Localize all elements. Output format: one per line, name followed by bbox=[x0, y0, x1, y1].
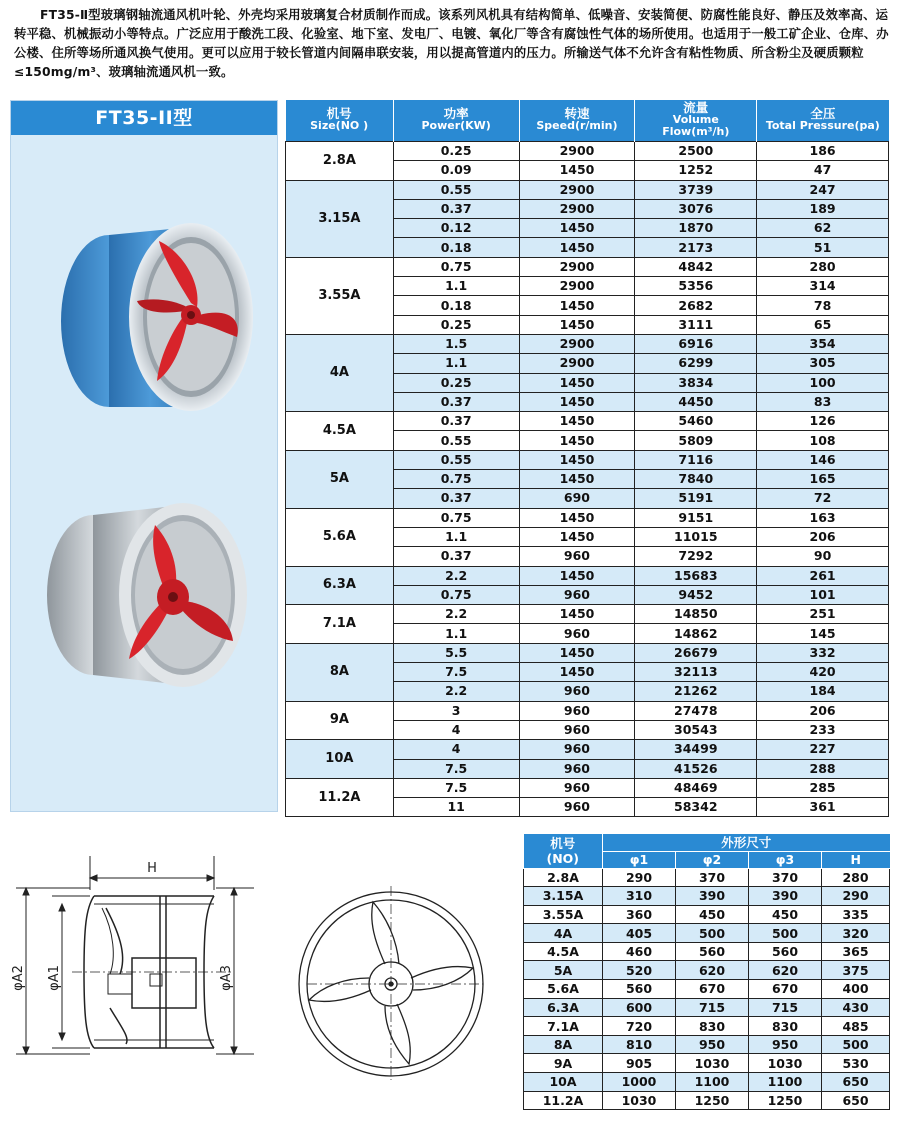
value-cell: 288 bbox=[757, 759, 889, 778]
value-cell: 2173 bbox=[635, 238, 757, 257]
value-cell: 5356 bbox=[635, 277, 757, 296]
value-cell: 960 bbox=[519, 720, 635, 739]
value-cell: 361 bbox=[757, 798, 889, 817]
value-cell: 9151 bbox=[635, 508, 757, 527]
value-cell: 1.5 bbox=[393, 334, 519, 353]
value-cell: 1450 bbox=[519, 605, 635, 624]
value-cell: 206 bbox=[757, 527, 889, 546]
table-row bbox=[524, 980, 890, 999]
value-cell: 420 bbox=[757, 663, 889, 682]
size-header-cn: 机号 bbox=[326, 106, 352, 121]
value-cell: 1250 bbox=[749, 1091, 822, 1110]
value-cell: 1450 bbox=[519, 566, 635, 585]
size-cell: 6.3A bbox=[524, 998, 603, 1017]
value-cell: 1450 bbox=[519, 508, 635, 527]
value-cell: 126 bbox=[757, 412, 889, 431]
dim-size-header-en: (NO) bbox=[546, 850, 579, 866]
value-cell: 6299 bbox=[635, 354, 757, 373]
table-row bbox=[524, 942, 890, 961]
value-cell: 405 bbox=[603, 924, 676, 943]
size-cell: 5.6A bbox=[524, 980, 603, 999]
dim-h-label: H bbox=[147, 861, 157, 876]
value-cell: 14862 bbox=[635, 624, 757, 643]
value-cell: 83 bbox=[757, 392, 889, 411]
value-cell: 1450 bbox=[519, 643, 635, 662]
value-cell: 430 bbox=[822, 998, 890, 1017]
size-cell: 4A bbox=[524, 924, 603, 943]
table-row bbox=[524, 998, 890, 1017]
value-cell: 0.37 bbox=[393, 489, 519, 508]
value-cell: 0.37 bbox=[393, 199, 519, 218]
dim-col-h: H bbox=[822, 851, 890, 868]
value-cell: 305 bbox=[757, 354, 889, 373]
value-cell: 720 bbox=[603, 1017, 676, 1036]
model-title: FT35-II型 bbox=[11, 101, 277, 135]
value-cell: 390 bbox=[676, 887, 749, 906]
value-cell: 335 bbox=[822, 905, 890, 924]
value-cell: 14850 bbox=[635, 605, 757, 624]
size-cell: 5.6A bbox=[286, 508, 394, 566]
value-cell: 11015 bbox=[635, 527, 757, 546]
value-cell: 960 bbox=[519, 759, 635, 778]
value-cell: 163 bbox=[757, 508, 889, 527]
value-cell: 1030 bbox=[676, 1054, 749, 1073]
value-cell: 500 bbox=[822, 1035, 890, 1054]
value-cell: 670 bbox=[676, 980, 749, 999]
size-cell: 9A bbox=[286, 701, 394, 740]
value-cell: 2900 bbox=[519, 277, 635, 296]
value-cell: 1450 bbox=[519, 315, 635, 334]
value-cell: 2.2 bbox=[393, 566, 519, 585]
value-cell: 950 bbox=[676, 1035, 749, 1054]
value-cell: 960 bbox=[519, 547, 635, 566]
size-cell: 2.8A bbox=[286, 142, 394, 181]
size-cell: 10A bbox=[286, 740, 394, 779]
value-cell: 5460 bbox=[635, 412, 757, 431]
value-cell: 189 bbox=[757, 199, 889, 218]
value-cell: 2900 bbox=[519, 142, 635, 161]
value-cell: 960 bbox=[519, 778, 635, 797]
value-cell: 830 bbox=[676, 1017, 749, 1036]
value-cell: 165 bbox=[757, 470, 889, 489]
side-view-drawing bbox=[2, 848, 262, 1108]
table-row bbox=[524, 924, 890, 943]
size-cell: 7.1A bbox=[524, 1017, 603, 1036]
value-cell: 0.18 bbox=[393, 238, 519, 257]
value-cell: 1.1 bbox=[393, 527, 519, 546]
value-cell: 960 bbox=[519, 740, 635, 759]
product-image-panel bbox=[10, 100, 278, 812]
value-cell: 2900 bbox=[519, 257, 635, 276]
value-cell: 1.1 bbox=[393, 354, 519, 373]
value-cell: 830 bbox=[749, 1017, 822, 1036]
table-row bbox=[286, 740, 889, 759]
value-cell: 7116 bbox=[635, 450, 757, 469]
value-cell: 950 bbox=[749, 1035, 822, 1054]
value-cell: 280 bbox=[822, 868, 890, 887]
value-cell: 100 bbox=[757, 373, 889, 392]
value-cell: 7.5 bbox=[393, 759, 519, 778]
table-row bbox=[286, 450, 889, 469]
value-cell: 400 bbox=[822, 980, 890, 999]
value-cell: 7.5 bbox=[393, 663, 519, 682]
value-cell: 1450 bbox=[519, 450, 635, 469]
table-row bbox=[286, 643, 889, 662]
flow-header-en: Volume Flow(m³/h) bbox=[662, 113, 730, 138]
value-cell: 1450 bbox=[519, 296, 635, 315]
value-cell: 0.75 bbox=[393, 470, 519, 489]
value-cell: 1450 bbox=[519, 663, 635, 682]
table-row bbox=[286, 412, 889, 431]
value-cell: 0.37 bbox=[393, 392, 519, 411]
value-cell: 34499 bbox=[635, 740, 757, 759]
intro-paragraph: FT35-Ⅱ型玻璃钢轴流通风机叶轮、外壳均采用玻璃复合材质制作而成。该系列风机具有结构简单、低噪音、安装简便、防腐性能良好、静压及效率高、运转平稳、机械振动小等特点。广泛应用于酸洗工段、化验室、地下室、发电厂、电镀、氧化厂等含有腐蚀性气体的场所使用。也适用于一般工矿企业、仓库、办公楼、住所等场所通风换气使用。更可以应用于较长管道内间隔串联安装，用以提高管道内的压力。所输送气体不允许含有粘性物质、所含粉尘及硬质颗粒≤150mg/m³、玻璃轴流通风机一致。 bbox=[14, 8, 889, 79]
size-cell: 4.5A bbox=[524, 942, 603, 961]
value-cell: 186 bbox=[757, 142, 889, 161]
value-cell: 370 bbox=[676, 868, 749, 887]
value-cell: 3 bbox=[393, 701, 519, 720]
value-cell: 1450 bbox=[519, 412, 635, 431]
value-cell: 1450 bbox=[519, 373, 635, 392]
value-cell: 905 bbox=[603, 1054, 676, 1073]
value-cell: 650 bbox=[822, 1091, 890, 1110]
grey-fan-photo bbox=[33, 491, 263, 691]
value-cell: 5.5 bbox=[393, 643, 519, 662]
value-cell: 247 bbox=[757, 180, 889, 199]
value-cell: 2900 bbox=[519, 334, 635, 353]
value-cell: 0.55 bbox=[393, 431, 519, 450]
value-cell: 715 bbox=[749, 998, 822, 1017]
value-cell: 72 bbox=[757, 489, 889, 508]
value-cell: 4842 bbox=[635, 257, 757, 276]
dimension-table-body bbox=[524, 868, 890, 1110]
size-cell: 4A bbox=[286, 334, 394, 411]
value-cell: 290 bbox=[822, 887, 890, 906]
value-cell: 1.1 bbox=[393, 624, 519, 643]
size-cell: 7.1A bbox=[286, 605, 394, 644]
value-cell: 251 bbox=[757, 605, 889, 624]
value-cell: 320 bbox=[822, 924, 890, 943]
value-cell: 390 bbox=[749, 887, 822, 906]
value-cell: 4 bbox=[393, 740, 519, 759]
value-cell: 26679 bbox=[635, 643, 757, 662]
size-cell: 4.5A bbox=[286, 412, 394, 451]
value-cell: 2900 bbox=[519, 180, 635, 199]
value-cell: 2682 bbox=[635, 296, 757, 315]
value-cell: 365 bbox=[822, 942, 890, 961]
value-cell: 1250 bbox=[676, 1091, 749, 1110]
table-row bbox=[524, 961, 890, 980]
dim-col-2: φ2 bbox=[676, 851, 749, 868]
value-cell: 0.37 bbox=[393, 547, 519, 566]
value-cell: 620 bbox=[676, 961, 749, 980]
value-cell: 280 bbox=[757, 257, 889, 276]
value-cell: 314 bbox=[757, 277, 889, 296]
value-cell: 460 bbox=[603, 942, 676, 961]
value-cell: 0.75 bbox=[393, 585, 519, 604]
value-cell: 450 bbox=[749, 905, 822, 924]
table-row bbox=[286, 605, 889, 624]
value-cell: 3834 bbox=[635, 373, 757, 392]
value-cell: 310 bbox=[603, 887, 676, 906]
value-cell: 2500 bbox=[635, 142, 757, 161]
size-cell: 3.55A bbox=[524, 905, 603, 924]
value-cell: 4450 bbox=[635, 392, 757, 411]
value-cell: 1252 bbox=[635, 161, 757, 180]
value-cell: 1450 bbox=[519, 527, 635, 546]
value-cell: 810 bbox=[603, 1035, 676, 1054]
value-cell: 184 bbox=[757, 682, 889, 701]
value-cell: 1450 bbox=[519, 238, 635, 257]
value-cell: 3076 bbox=[635, 199, 757, 218]
pressure-header-en: Total Pressure(pa) bbox=[765, 119, 880, 132]
dim-group-header: 外形尺寸 bbox=[603, 834, 890, 851]
value-cell: 58342 bbox=[635, 798, 757, 817]
value-cell: 7.5 bbox=[393, 778, 519, 797]
value-cell: 354 bbox=[757, 334, 889, 353]
value-cell: 0.75 bbox=[393, 508, 519, 527]
table-row bbox=[524, 868, 890, 887]
value-cell: 0.75 bbox=[393, 257, 519, 276]
value-cell: 600 bbox=[603, 998, 676, 1017]
value-cell: 375 bbox=[822, 961, 890, 980]
size-cell: 5A bbox=[524, 961, 603, 980]
value-cell: 360 bbox=[603, 905, 676, 924]
value-cell: 960 bbox=[519, 682, 635, 701]
value-cell: 206 bbox=[757, 701, 889, 720]
value-cell: 7292 bbox=[635, 547, 757, 566]
power-header-cn: 功率 bbox=[443, 106, 469, 121]
value-cell: 3111 bbox=[635, 315, 757, 334]
value-cell: 7840 bbox=[635, 470, 757, 489]
flow-header-cn: 流量 bbox=[683, 100, 709, 115]
value-cell: 6916 bbox=[635, 334, 757, 353]
value-cell: 2.2 bbox=[393, 605, 519, 624]
value-cell: 450 bbox=[676, 905, 749, 924]
value-cell: 78 bbox=[757, 296, 889, 315]
value-cell: 145 bbox=[757, 624, 889, 643]
value-cell: 500 bbox=[749, 924, 822, 943]
value-cell: 0.25 bbox=[393, 142, 519, 161]
value-cell: 520 bbox=[603, 961, 676, 980]
value-cell: 960 bbox=[519, 624, 635, 643]
value-cell: 332 bbox=[757, 643, 889, 662]
value-cell: 101 bbox=[757, 585, 889, 604]
value-cell: 0.55 bbox=[393, 180, 519, 199]
value-cell: 30543 bbox=[635, 720, 757, 739]
value-cell: 1100 bbox=[676, 1073, 749, 1092]
value-cell: 1030 bbox=[749, 1054, 822, 1073]
value-cell: 715 bbox=[676, 998, 749, 1017]
value-cell: 670 bbox=[749, 980, 822, 999]
table-row bbox=[524, 1035, 890, 1054]
table-row bbox=[286, 334, 889, 353]
value-cell: 227 bbox=[757, 740, 889, 759]
value-cell: 1450 bbox=[519, 392, 635, 411]
table-row bbox=[286, 180, 889, 199]
value-cell: 2900 bbox=[519, 354, 635, 373]
value-cell: 620 bbox=[749, 961, 822, 980]
value-cell: 0.25 bbox=[393, 373, 519, 392]
value-cell: 960 bbox=[519, 701, 635, 720]
value-cell: 370 bbox=[749, 868, 822, 887]
value-cell: 960 bbox=[519, 798, 635, 817]
size-header-en: Size(NO ) bbox=[310, 119, 369, 132]
table-row bbox=[286, 566, 889, 585]
table-row bbox=[524, 1054, 890, 1073]
value-cell: 285 bbox=[757, 778, 889, 797]
value-cell: 90 bbox=[757, 547, 889, 566]
value-cell: 500 bbox=[676, 924, 749, 943]
size-cell: 11.2A bbox=[286, 778, 394, 817]
value-cell: 0.25 bbox=[393, 315, 519, 334]
value-cell: 21262 bbox=[635, 682, 757, 701]
size-cell: 8A bbox=[524, 1035, 603, 1054]
value-cell: 233 bbox=[757, 720, 889, 739]
size-cell: 8A bbox=[286, 643, 394, 701]
table-row bbox=[286, 142, 889, 161]
value-cell: 1450 bbox=[519, 470, 635, 489]
value-cell: 261 bbox=[757, 566, 889, 585]
value-cell: 650 bbox=[822, 1073, 890, 1092]
value-cell: 0.18 bbox=[393, 296, 519, 315]
table-row bbox=[286, 778, 889, 797]
value-cell: 65 bbox=[757, 315, 889, 334]
value-cell: 108 bbox=[757, 431, 889, 450]
performance-table bbox=[285, 100, 889, 817]
value-cell: 3739 bbox=[635, 180, 757, 199]
dim-a1-label: φA1 bbox=[47, 965, 62, 991]
value-cell: 485 bbox=[822, 1017, 890, 1036]
size-cell: 2.8A bbox=[524, 868, 603, 887]
pressure-header-cn: 全压 bbox=[810, 106, 836, 121]
table-row bbox=[524, 1091, 890, 1110]
dim-col-3: φ3 bbox=[749, 851, 822, 868]
size-cell: 11.2A bbox=[524, 1091, 603, 1110]
value-cell: 560 bbox=[749, 942, 822, 961]
value-cell: 51 bbox=[757, 238, 889, 257]
value-cell: 290 bbox=[603, 868, 676, 887]
value-cell: 1450 bbox=[519, 161, 635, 180]
value-cell: 1450 bbox=[519, 219, 635, 238]
value-cell: 5191 bbox=[635, 489, 757, 508]
dim-size-header-cn: 机号 bbox=[550, 835, 576, 851]
size-cell: 3.55A bbox=[286, 257, 394, 334]
value-cell: 560 bbox=[603, 980, 676, 999]
table-row bbox=[286, 257, 889, 276]
value-cell: 690 bbox=[519, 489, 635, 508]
value-cell: 560 bbox=[676, 942, 749, 961]
value-cell: 146 bbox=[757, 450, 889, 469]
value-cell: 5809 bbox=[635, 431, 757, 450]
dim-a2-label: φA2 bbox=[11, 965, 26, 991]
size-cell: 6.3A bbox=[286, 566, 394, 605]
performance-table-body bbox=[286, 142, 889, 817]
value-cell: 62 bbox=[757, 219, 889, 238]
value-cell: 1450 bbox=[519, 431, 635, 450]
value-cell: 960 bbox=[519, 585, 635, 604]
table-row bbox=[524, 905, 890, 924]
value-cell: 15683 bbox=[635, 566, 757, 585]
speed-header-cn: 转速 bbox=[564, 106, 590, 121]
value-cell: 0.12 bbox=[393, 219, 519, 238]
size-cell: 3.15A bbox=[524, 887, 603, 906]
front-view-drawing bbox=[293, 872, 493, 1082]
value-cell: 4 bbox=[393, 720, 519, 739]
value-cell: 530 bbox=[822, 1054, 890, 1073]
blue-fan-photo bbox=[41, 211, 261, 421]
size-cell: 10A bbox=[524, 1073, 603, 1092]
table-row bbox=[286, 701, 889, 720]
value-cell: 1000 bbox=[603, 1073, 676, 1092]
dim-a3-label: φA3 bbox=[219, 965, 234, 991]
value-cell: 48469 bbox=[635, 778, 757, 797]
table-row bbox=[286, 508, 889, 527]
size-cell: 3.15A bbox=[286, 180, 394, 257]
dim-col-1: φ1 bbox=[603, 851, 676, 868]
value-cell: 0.55 bbox=[393, 450, 519, 469]
value-cell: 27478 bbox=[635, 701, 757, 720]
table-row bbox=[524, 1073, 890, 1092]
table-row bbox=[524, 887, 890, 906]
value-cell: 1030 bbox=[603, 1091, 676, 1110]
value-cell: 1870 bbox=[635, 219, 757, 238]
size-cell: 5A bbox=[286, 450, 394, 508]
value-cell: 11 bbox=[393, 798, 519, 817]
value-cell: 9452 bbox=[635, 585, 757, 604]
power-header-en: Power(KW) bbox=[421, 119, 491, 132]
table-row bbox=[524, 1017, 890, 1036]
size-cell: 9A bbox=[524, 1054, 603, 1073]
value-cell: 2900 bbox=[519, 199, 635, 218]
value-cell: 0.09 bbox=[393, 161, 519, 180]
value-cell: 32113 bbox=[635, 663, 757, 682]
speed-header-en: Speed(r/min) bbox=[536, 119, 618, 132]
value-cell: 41526 bbox=[635, 759, 757, 778]
value-cell: 1.1 bbox=[393, 277, 519, 296]
value-cell: 47 bbox=[757, 161, 889, 180]
value-cell: 2.2 bbox=[393, 682, 519, 701]
value-cell: 0.37 bbox=[393, 412, 519, 431]
dimension-table bbox=[523, 834, 890, 1110]
value-cell: 1100 bbox=[749, 1073, 822, 1092]
